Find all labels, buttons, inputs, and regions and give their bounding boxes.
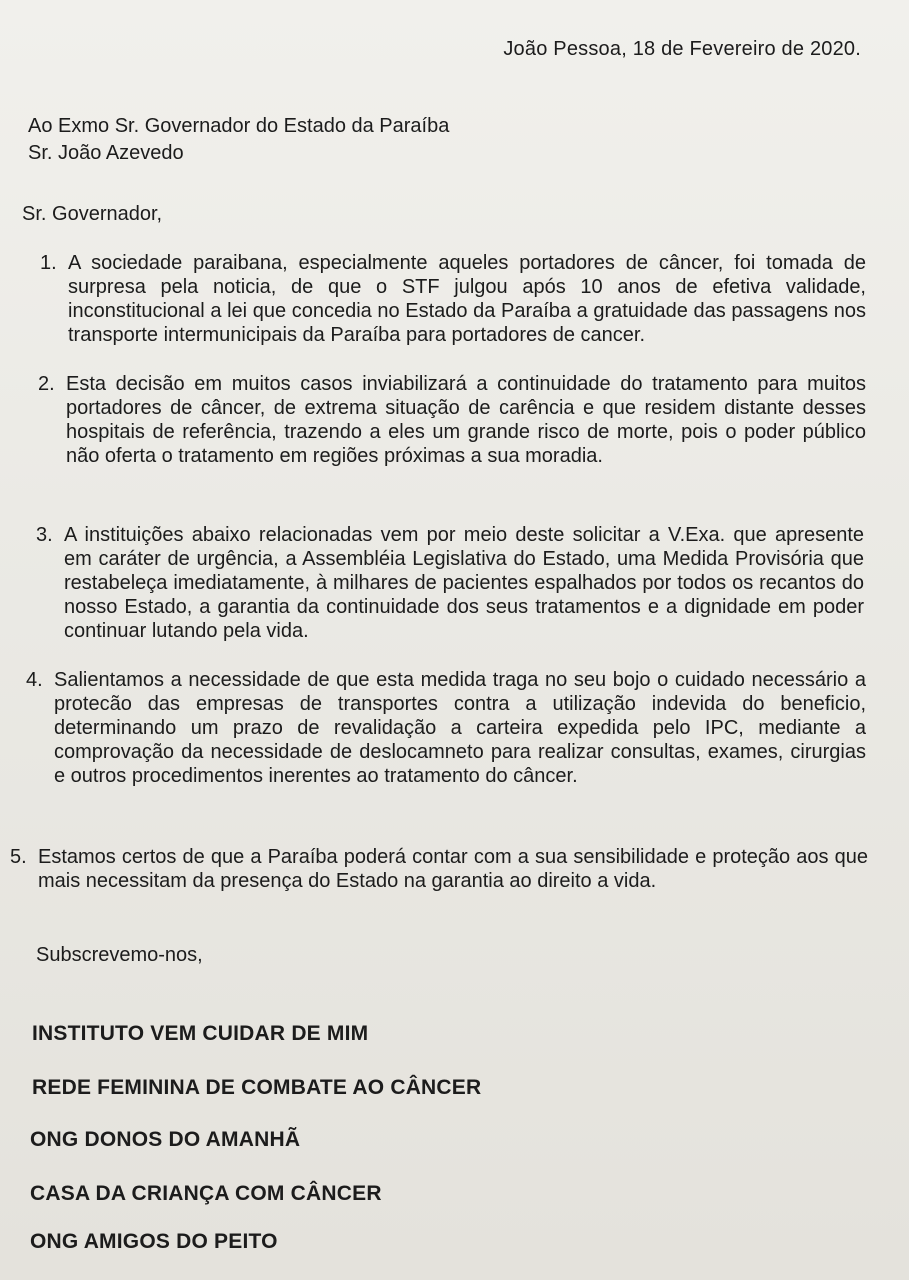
paragraph-item <box>40 251 866 347</box>
signatory-name: REDE FEMININA DE COMBATE AO CÂNCER <box>32 1076 482 1099</box>
closing-line: Subscrevemo-nos, <box>36 944 203 966</box>
paragraph-item <box>36 523 864 643</box>
paragraph-item <box>26 668 866 788</box>
signatory-name: ONG DONOS DO AMANHÃ <box>30 1128 301 1151</box>
paragraph-number: 2. <box>38 373 55 395</box>
paragraph-number: 5. <box>10 846 27 868</box>
salutation: Sr. Governador, <box>22 203 163 225</box>
signatory-name: INSTITUTO VEM CUIDAR DE MIM <box>32 1022 369 1045</box>
recipient-title: Ao Exmo Sr. Governador do Estado da Paraíba <box>28 115 450 137</box>
letter-date: João Pessoa, 18 de Fevereiro de 2020. <box>503 38 861 60</box>
paragraph-text: Estamos certos de que a Paraíba poderá contar com a sua sensibilidade e proteção aos que mais necessitam da presença do Estado na garantia ao direito a vida. <box>38 846 868 892</box>
signatory-name: CASA DA CRIANÇA COM CÂNCER <box>30 1182 382 1205</box>
paragraph-text: Salientamos a necessidade de que esta medida traga no seu bojo o cuidado necessário a protecão das empresas de transportes contra a utilização indevida do beneficio, determinando um prazo de revalidação a carteira expedida pelo IPC, mediante a comprovação da necessidade de deslocamneto para realizar consultas, exames, cirurgias e outros procedimentos inerentes ao tratamento do câncer. <box>54 669 866 787</box>
signatory-name: ONG AMIGOS DO PEITO <box>30 1230 278 1253</box>
recipient-block <box>28 113 449 167</box>
recipient-name: Sr. João Azevedo <box>28 142 184 164</box>
paragraph-number: 3. <box>36 524 53 546</box>
paragraph-text: Esta decisão em muitos casos inviabilizará a continuidade do tratamento para muitos portadores de câncer, de extrema situação de carência e que residem distante desses hospitais de referência, trazendo a eles um grande risco de morte, pois o poder público não oferta o tratamento em regiões próximas a sua moradia. <box>66 373 866 467</box>
paragraph-number: 1. <box>40 252 57 274</box>
paragraph-item <box>10 845 868 893</box>
paragraph-item <box>38 372 866 468</box>
paragraph-text: A sociedade paraibana, especialmente aqueles portadores de câncer, foi tomada de surpresa pela noticia, de que o STF julgou após 10 anos de efetiva validade, inconstitucional a lei que concedia no Estado da Paraíba a gratuidade das passagens nos transporte intermunicipais da Paraíba para portadores de cancer. <box>68 252 866 346</box>
paragraph-number: 4. <box>26 669 43 691</box>
paragraph-text: A instituições abaixo relacionadas vem por meio deste solicitar a V.Exa. que apresente em caráter de urgência, a Assembléia Legislativa do Estado, uma Medida Provisória que restabeleça imediatamente, à milhares de pacientes espalhados por todos os recantos do nosso Estado, a garantia da continuidade dos seus tratamentos e a dignidade em poder continuar lutando pela vida. <box>64 524 864 642</box>
